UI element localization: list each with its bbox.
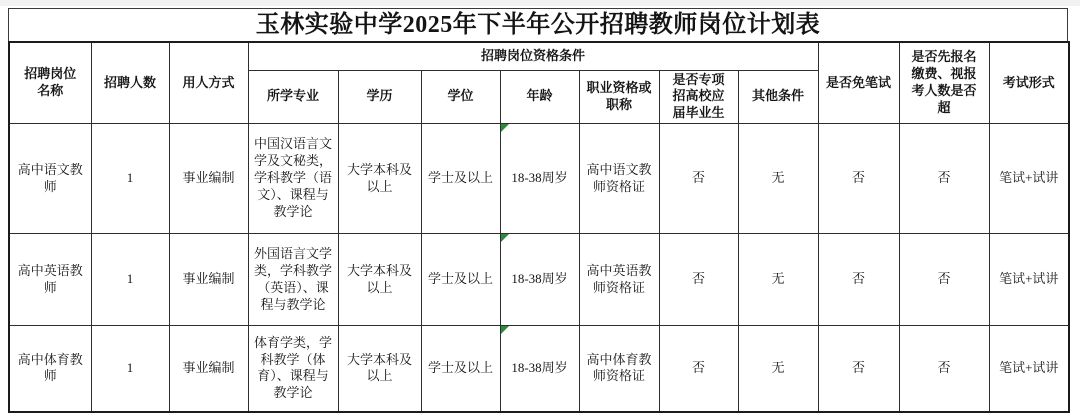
cell-age-text: 18-38周岁 — [511, 271, 568, 287]
cell-special-graduates: 否 — [659, 326, 738, 412]
excel-warning-triangle — [501, 124, 509, 132]
table-row-english-teacher — [9, 234, 1069, 326]
cell-age — [500, 234, 579, 326]
cell-certificate: 高中体育教师资格证 — [579, 326, 659, 412]
cell-count: 1 — [91, 124, 169, 234]
cell-age — [500, 326, 579, 412]
recruitment-table — [8, 41, 1070, 413]
cell-position: 高中语文教师 — [9, 124, 91, 234]
top-margin-strip — [0, 0, 1080, 6]
cell-major: 中国汉语言文学及文秘类，学科教学（语文）、课程与教学论 — [248, 124, 338, 234]
cell-method: 事业编制 — [169, 234, 248, 326]
header-group-qualifications: 招聘岗位资格条件 — [248, 42, 818, 70]
header-position: 招聘岗位名称 — [9, 42, 91, 124]
table-row-chinese-teacher — [9, 124, 1069, 234]
cell-count: 1 — [91, 326, 169, 412]
cell-major: 体育学类，学科教学（体育）、课程与教学论 — [248, 326, 338, 412]
excel-warning-triangle — [501, 234, 509, 242]
cell-prereg-fee: 否 — [899, 124, 989, 234]
cell-age-text: 18-38周岁 — [511, 170, 568, 186]
cell-exam-form: 笔试+试讲 — [989, 326, 1069, 412]
cell-position: 高中英语教师 — [9, 234, 91, 326]
cell-no-written-exam: 否 — [818, 326, 899, 412]
cell-method: 事业编制 — [169, 124, 248, 234]
header-major: 所学专业 — [248, 70, 338, 124]
cell-other-conditions: 无 — [738, 234, 818, 326]
cell-degree: 学士及以上 — [421, 326, 500, 412]
cell-special-graduates: 否 — [659, 124, 738, 234]
cell-certificate: 高中英语教师资格证 — [579, 234, 659, 326]
cell-education: 大学本科及以上 — [338, 326, 421, 412]
table-title: 玉林实验中学2025年下半年公开招聘教师岗位计划表 — [8, 8, 1068, 42]
cell-no-written-exam: 否 — [818, 234, 899, 326]
cell-exam-form: 笔试+试讲 — [989, 234, 1069, 326]
cell-prereg-fee: 否 — [899, 326, 989, 412]
cell-degree: 学士及以上 — [421, 234, 500, 326]
header-prereg-fee: 是否先报名缴费、视报考人数是否超 — [899, 42, 989, 124]
cell-special-graduates: 否 — [659, 234, 738, 326]
header-education: 学历 — [338, 70, 421, 124]
cell-exam-form: 笔试+试讲 — [989, 124, 1069, 234]
cell-certificate: 高中语文教师资格证 — [579, 124, 659, 234]
cell-position: 高中体育教师 — [9, 326, 91, 412]
header-other-conditions: 其他条件 — [738, 70, 818, 124]
cell-degree: 学士及以上 — [421, 124, 500, 234]
header-exam-form: 考试形式 — [989, 42, 1069, 124]
cell-age — [500, 124, 579, 234]
header-certificate: 职业资格或职称 — [579, 70, 659, 124]
header-no-written-exam: 是否免笔试 — [818, 42, 899, 124]
cell-age-text: 18-38周岁 — [511, 359, 568, 375]
cell-method: 事业编制 — [169, 326, 248, 412]
header-row-group — [9, 42, 1069, 70]
header-age: 年龄 — [500, 70, 579, 124]
cell-count: 1 — [91, 234, 169, 326]
header-special-graduates: 是否专项招高校应届毕业生 — [659, 70, 738, 124]
cell-other-conditions: 无 — [738, 326, 818, 412]
table-row-pe-teacher — [9, 326, 1069, 412]
cell-prereg-fee: 否 — [899, 234, 989, 326]
header-method: 用人方式 — [169, 42, 248, 124]
cell-education: 大学本科及以上 — [338, 124, 421, 234]
cell-other-conditions: 无 — [738, 124, 818, 234]
header-degree: 学位 — [421, 70, 500, 124]
cell-major: 外国语言文学类，学科教学（英语）、课程与教学论 — [248, 234, 338, 326]
header-count: 招聘人数 — [91, 42, 169, 124]
cell-education: 大学本科及以上 — [338, 234, 421, 326]
cell-no-written-exam: 否 — [818, 124, 899, 234]
excel-warning-triangle — [501, 326, 509, 334]
